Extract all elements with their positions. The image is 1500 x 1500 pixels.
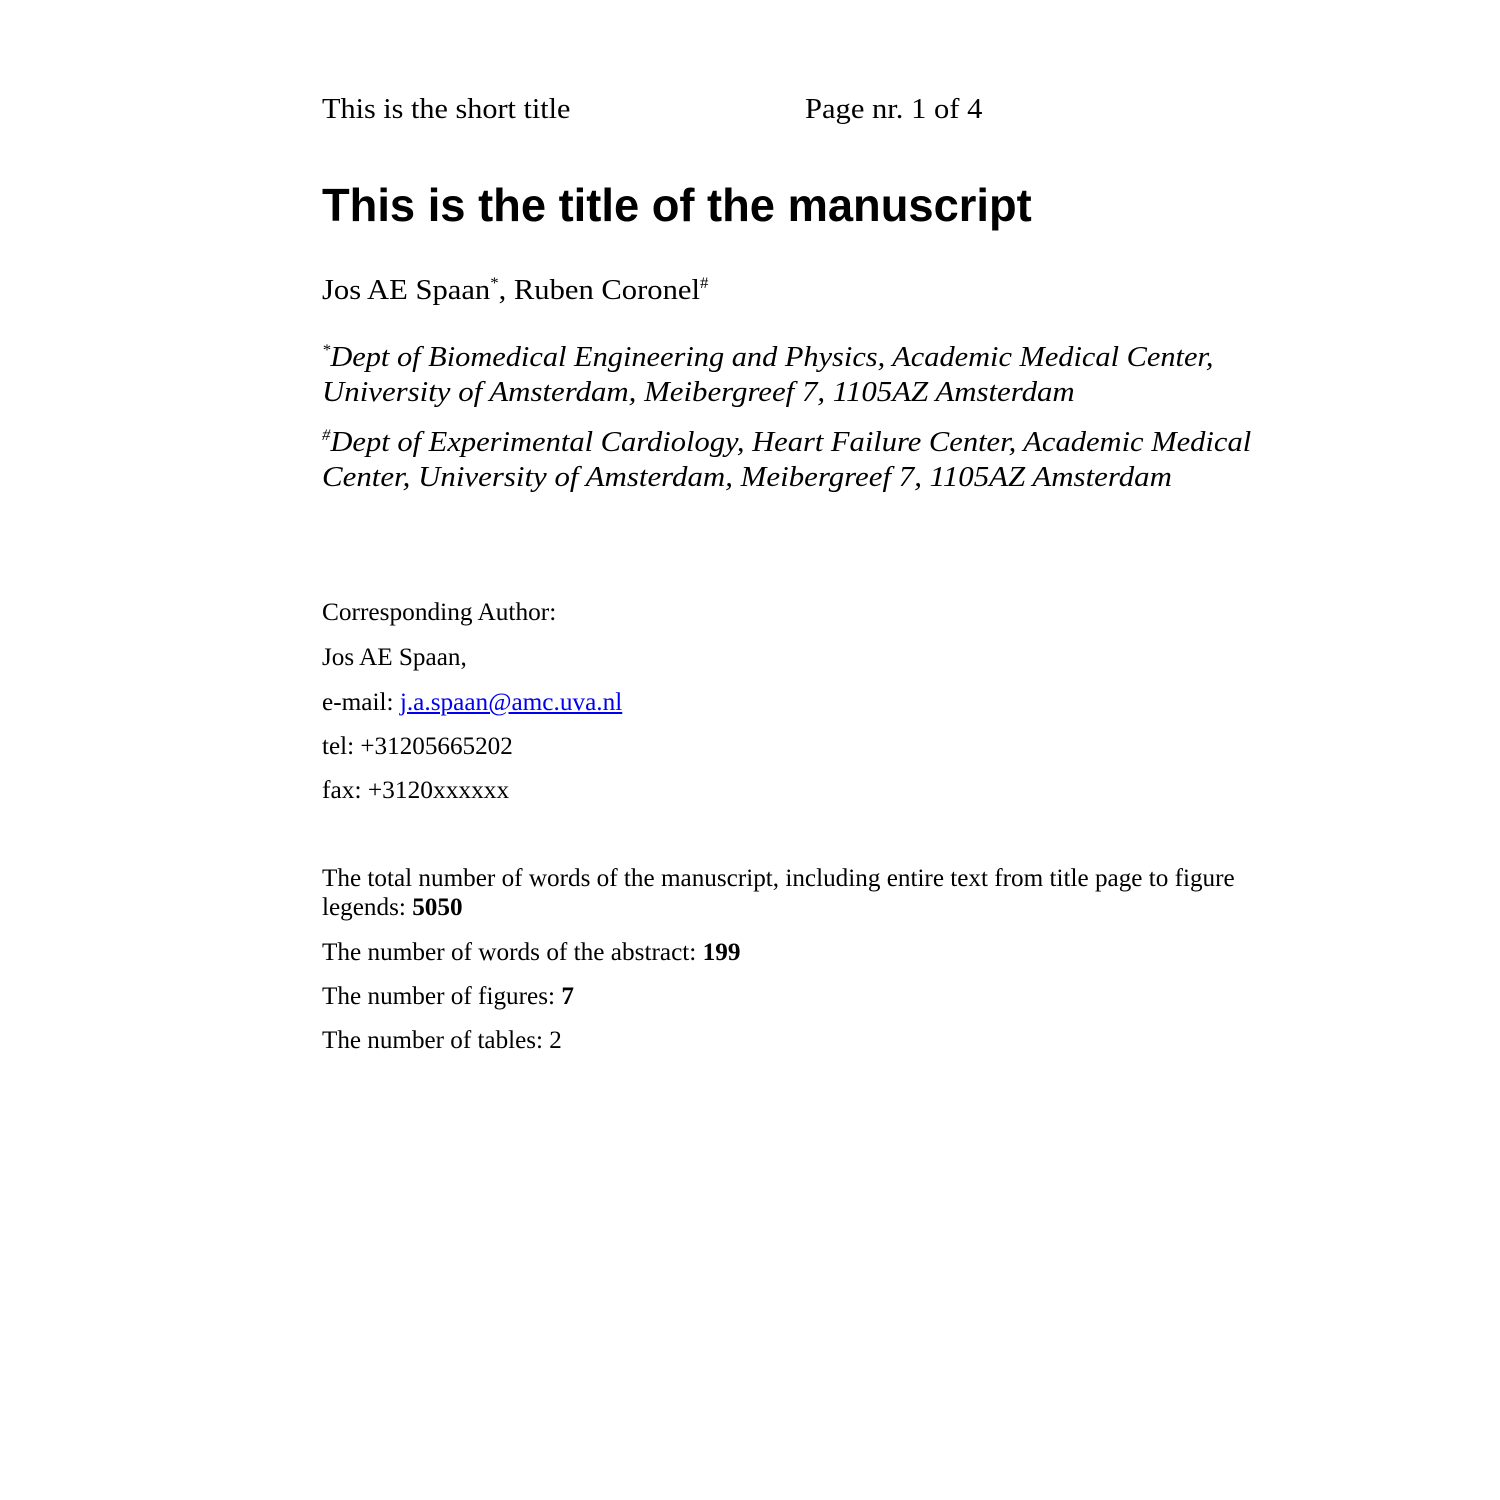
manuscript-title: This is the title of the manuscript [322, 179, 1032, 231]
figure-count-label: The number of figures: [322, 983, 562, 1010]
abstract-words [322, 938, 740, 968]
email-line [322, 688, 622, 718]
running-short-title: This is the short title [322, 93, 571, 125]
author-mark: * [490, 274, 499, 292]
author-separator: , [498, 274, 514, 306]
author-name: Ruben Coronel [513, 274, 700, 306]
affiliation-mark: * [322, 341, 331, 359]
table-count [322, 1026, 562, 1056]
abstract-words-value: 199 [702, 939, 741, 966]
affiliation-1-line-1 [322, 340, 1213, 375]
affiliation-text: Dept of Experimental Cardiology, Heart Failure Center, Academic Medical [330, 426, 1252, 458]
email-link[interactable]: j.a.spaan@amc.uva.nl [399, 689, 623, 716]
figure-count [322, 982, 574, 1012]
affiliation-2-line-1 [322, 425, 1251, 460]
table-count-label: The number of tables: [322, 1027, 550, 1054]
affiliation-text: Dept of Biomedical Engineering and Physics, Academic Medical Center, [330, 341, 1214, 373]
page-number: Page nr. 1 of 4 [805, 93, 983, 125]
fax: fax: +3120xxxxxx [322, 777, 510, 804]
total-words-label: legends: [322, 894, 413, 921]
abstract-words-label: The number of words of the abstract: [322, 939, 703, 966]
total-words-line-2 [322, 893, 463, 923]
affiliation-1-line-2: University of Amsterdam, Meibergreef 7, 1105AZ Amsterdam [322, 376, 1075, 408]
telephone: tel: +31205665202 [322, 733, 513, 760]
total-words-line-1: The total number of words of the manuscript, including entire text from title page to figure [322, 865, 1235, 892]
table-count-value: 2 [549, 1027, 562, 1054]
email-label: e-mail: [322, 689, 400, 716]
corresponding-name: Jos AE Spaan, [322, 644, 467, 671]
corresponding-heading: Corresponding Author: [322, 599, 557, 626]
figure-count-value: 7 [561, 983, 574, 1010]
affiliation-2-line-2: Center, University of Amsterdam, Meibergreef 7, 1105AZ Amsterdam [322, 461, 1172, 493]
author-name: Jos AE Spaan [322, 274, 491, 306]
total-words-value: 5050 [412, 894, 463, 921]
affiliation-mark: # [322, 426, 331, 444]
author-list [322, 273, 708, 308]
author-mark: # [699, 274, 709, 292]
